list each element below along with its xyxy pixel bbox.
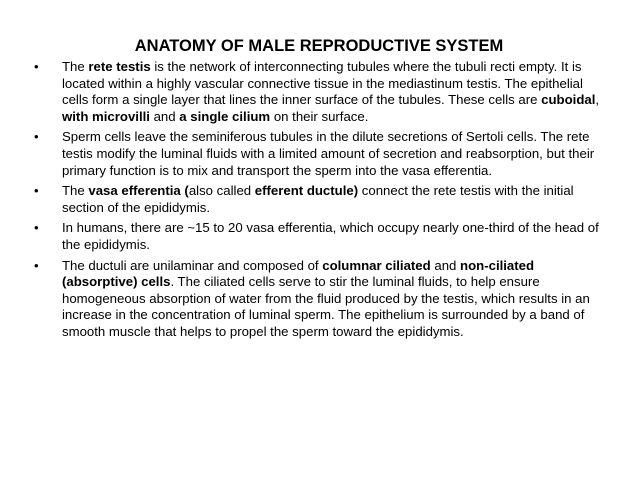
bullet-text bbox=[62, 129, 610, 179]
slide-title: ANATOMY OF MALE REPRODUCTIVE SYSTEM bbox=[134, 37, 504, 55]
bullet-item bbox=[34, 220, 610, 253]
bullet-dot-icon: • bbox=[34, 220, 39, 236]
text-segment: . The ciliated cells serve to stir the luminal fluids, to help ensure homogeneous absorption of water from the fluid produced by the testis, which results in an increase in the concentration of luminal sperm. The epithelium is surrounded by a band of smooth muscle that helps to propel the sperm toward the epididymis. bbox=[62, 274, 590, 339]
bold-term: non-ciliated (absorptive) cells bbox=[62, 257, 535, 290]
text-segment: The bbox=[62, 183, 89, 199]
text-segment: and bbox=[149, 108, 180, 124]
bullet-item bbox=[34, 183, 610, 216]
text-segment: and bbox=[430, 257, 461, 273]
text-segment: Sperm cells leave the seminiferous tubules in the dilute secretions of Sertoli cells. The rete testis modify the luminal fluids with a limited amount of secretion and reabsorption, but their primary function is to mix and transport the sperm into the vasa efferentia. bbox=[62, 129, 595, 178]
bullet-text bbox=[62, 220, 610, 253]
bullet-dot-icon: • bbox=[34, 129, 39, 145]
text-segment: connect the rete testis with the initial section of the epididymis. bbox=[62, 183, 574, 215]
bullet-dot-icon: • bbox=[34, 59, 39, 74]
text-segment: The ductuli are unilaminar and composed of bbox=[62, 257, 323, 273]
bold-term: rete testis bbox=[88, 59, 151, 74]
bullet-dot-icon: • bbox=[34, 183, 39, 199]
bold-term: efferent ductule) bbox=[254, 183, 359, 199]
bold-term: a single cilium bbox=[179, 108, 271, 124]
bullet-item bbox=[34, 258, 610, 341]
bullet-text bbox=[62, 59, 610, 125]
bold-term: columnar ciliated bbox=[322, 257, 431, 273]
text-segment: on their surface. bbox=[270, 108, 369, 124]
text-segment: is the network of interconnecting tubules where the tubuli recti empty. It is located within a highly vascular connective tissue in the mediastinum testis. The epithelial cells form a single layer that lines the inner surface of the tubules. These cells are bbox=[62, 59, 583, 108]
text-segment: In humans, there are ~15 to 20 vasa efferentia, which occupy nearly one-third of the head of the epididymis. bbox=[62, 220, 599, 252]
bold-term: vasa efferentia ( bbox=[88, 183, 189, 199]
bold-term: cuboidal bbox=[541, 92, 596, 108]
text-segment: The bbox=[62, 59, 89, 74]
bullet-text bbox=[62, 183, 610, 216]
bold-term: with microvilli bbox=[62, 108, 150, 124]
bullet-item bbox=[34, 59, 610, 125]
text-segment: also called bbox=[188, 183, 255, 199]
bullet-text bbox=[62, 258, 610, 341]
bullet-item bbox=[34, 129, 610, 179]
text-segment: , bbox=[595, 92, 600, 108]
bullet-list bbox=[34, 59, 610, 345]
bullet-dot-icon: • bbox=[34, 257, 39, 273]
